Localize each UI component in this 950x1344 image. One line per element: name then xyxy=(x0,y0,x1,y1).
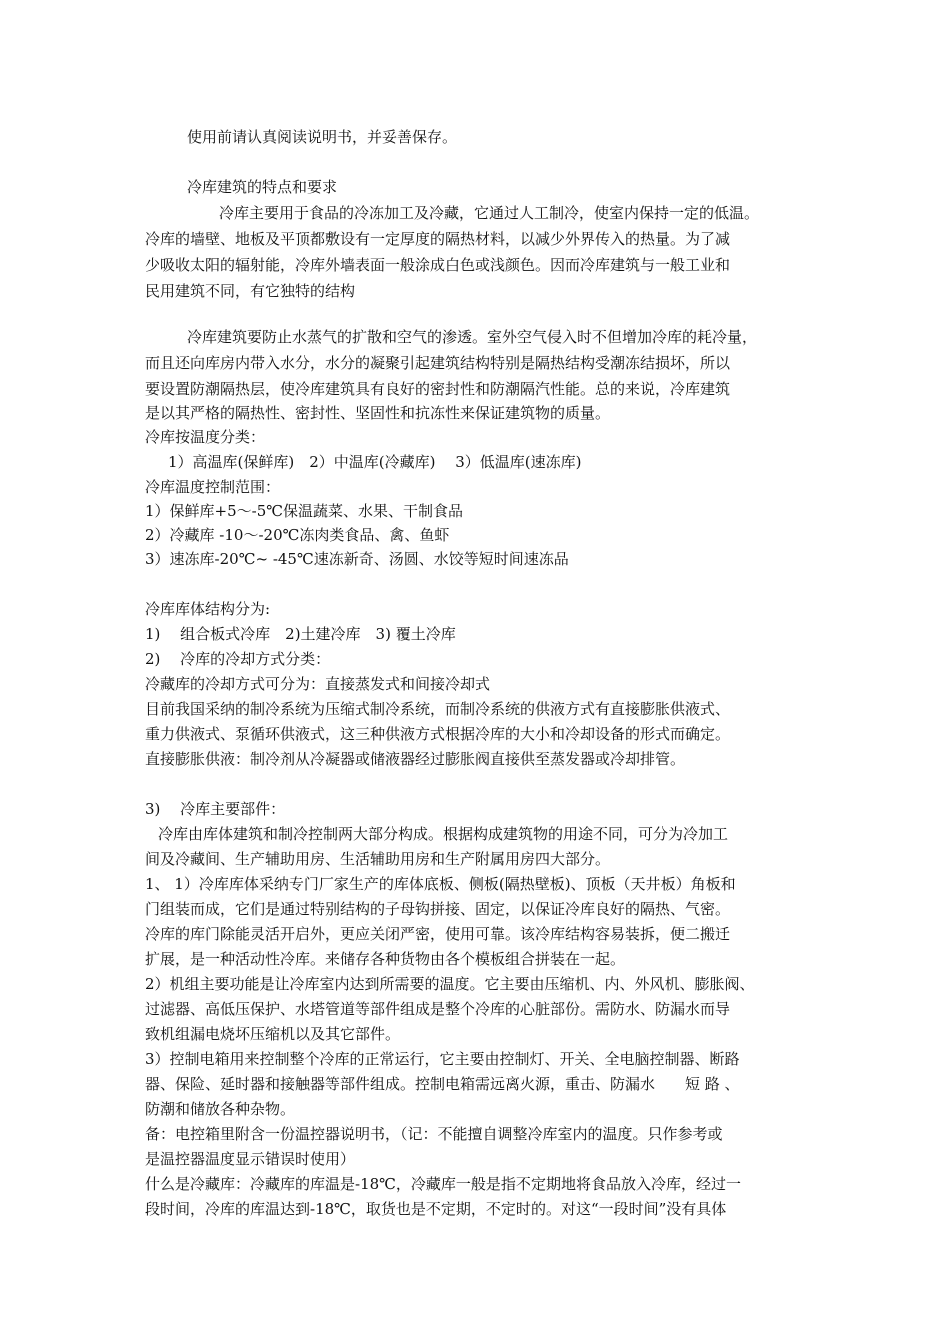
note-line: 备：电控箱里附含一份温控器说明书，（记：不能擅自调整冷库室内的温度。只作参考或 xyxy=(145,1125,723,1143)
paragraph-line: 民用建筑不同，有它独特的结构 xyxy=(145,282,356,300)
paragraph-line: 要设置防潮隔热层，使冷库建筑具有良好的密封性和防潮隔汽性能。总的来说，冷库建筑 xyxy=(145,380,731,398)
section-heading-temperature: 冷库按温度分类： xyxy=(145,428,266,446)
paragraph-line: 扩展，是一种活动性冷库。来储存各种货物由各个模板组合拼装在一起。 xyxy=(145,950,626,968)
paragraph-line: 冷库的库门除能灵活开启外，更应关闭严密，使用可靠。该冷库结构容易装拆，便二搬迁 xyxy=(145,925,731,943)
paragraph-line: 什么是冷藏库：冷藏库的库温是-18℃，冷藏库一般是指不定期地将食品放入冷库，经过一 xyxy=(145,1175,741,1193)
paragraph-line: 防潮和储放各种杂物。 xyxy=(145,1100,296,1118)
paragraph-line: 重力供液式、泵循环供液式，这三种供液方式根据冷库的大小和冷却设备的形式而确定。 xyxy=(145,725,731,743)
list-item: 3) 冷库主要部件： xyxy=(145,800,286,818)
paragraph-line: 冷藏库的冷却方式可分为：直接蒸发式和间接冷却式 xyxy=(145,675,491,693)
paragraph-line: 冷库由库体建筑和制冷控制两大部分构成。根据构成建筑物的用途不同，可分为冷加工 xyxy=(158,825,729,843)
paragraph-line: 少吸收太阳的辐射能，冷库外墙表面一般涂成白色或浅颜色。因而冷库建筑与一般工业和 xyxy=(145,256,731,274)
section-heading-building: 冷库建筑的特点和要求 xyxy=(187,178,338,196)
paragraph-line: 冷库主要用于食品的冷冻加工及冷藏，它通过人工制冷，使室内保持一定的低温。 xyxy=(219,204,760,222)
paragraph-line: 间及冷藏间、生产辅助用房、生活辅助用房和生产附属用房四大部分。 xyxy=(145,850,611,868)
paragraph-line: 器、保险、延时器和接触器等部件组成。控制电箱需远离火源，重击、防漏水 短 路 、 xyxy=(145,1075,740,1093)
list-item: 1）高温库(保鲜库) 2）中温库(冷藏库) 3）低温库(速冻库) xyxy=(168,453,582,471)
list-item: 1) 组合板式冷库 2)土建冷库 3) 覆土冷库 xyxy=(145,625,456,643)
paragraph-line: 冷库建筑要防止水蒸气的扩散和空气的渗透。室外空气侵入时不但增加冷库的耗冷量， xyxy=(187,328,758,346)
list-item: 1）保鲜库+5～-5℃保温蔬菜、水果、干制食品 xyxy=(145,502,464,520)
section-heading-structure: 冷库库体结构分为: xyxy=(145,600,271,618)
list-item: 3）速冻库-20℃~ -45℃速冻新奇、汤圆、水饺等短时间速冻品 xyxy=(145,550,569,568)
paragraph-line: 直接膨胀供液：制冷剂从冷凝器或储液器经过膨胀阀直接供至蒸发器或冷却排管。 xyxy=(145,750,686,768)
list-item: 2) 冷库的冷却方式分类： xyxy=(145,650,331,668)
paragraph-line: 而且还向库房内带入水分，水分的凝聚引起建筑结构特别是隔热结构受潮冻结损坏，所以 xyxy=(145,354,731,372)
paragraph-line: 致机组漏电烧坏压缩机以及其它部件。 xyxy=(145,1025,401,1043)
section-heading-range: 冷库温度控制范围： xyxy=(145,478,281,496)
paragraph-line: 门组装而成，它们是通过特别结构的子母钩拼接、固定，以保证冷库良好的隔热、气密。 xyxy=(145,900,731,918)
usage-notice: 使用前请认真阅读说明书，并妥善保存。 xyxy=(187,128,458,146)
paragraph-line: 冷库的墙壁、地板及平顶都敷设有一定厚度的隔热材料，以减少外界传入的热量。为了减 xyxy=(145,230,731,248)
paragraph-line: 3）控制电箱用来控制整个冷库的正常运行，它主要由控制灯、开关、全电脑控制器、断路 xyxy=(145,1050,740,1068)
paragraph-line: 过滤器、高低压保护、水塔管道等部件组成是整个冷库的心脏部份。需防水、防漏水而导 xyxy=(145,1000,731,1018)
paragraph-line: 是以其严格的隔热性、密封性、坚固性和抗冻性来保证建筑物的质量。 xyxy=(145,404,611,422)
list-item: 2）冷藏库 -10～-20℃冻肉类食品、禽、鱼虾 xyxy=(145,526,450,544)
paragraph-line: 1、 1）冷库库体采纳专门厂家生产的库体底板、侧板(隔热壁板)、顶板（天井板）角板和 xyxy=(145,875,736,893)
paragraph-line: 2）机组主要功能是让冷库室内达到所需要的温度。它主要由压缩机、内、外风机、膨胀阀、 xyxy=(145,975,755,993)
paragraph-line: 目前我国采纳的制冷系统为压缩式制冷系统，而制冷系统的供液方式有直接膨胀供液式、 xyxy=(145,700,731,718)
paragraph-line: 段时间，冷库的库温达到-18℃，取货也是不定期，不定时的。对这“一段时间”没有具体 xyxy=(145,1200,727,1218)
note-line: 是温控器温度显示错误时使用） xyxy=(145,1150,356,1168)
